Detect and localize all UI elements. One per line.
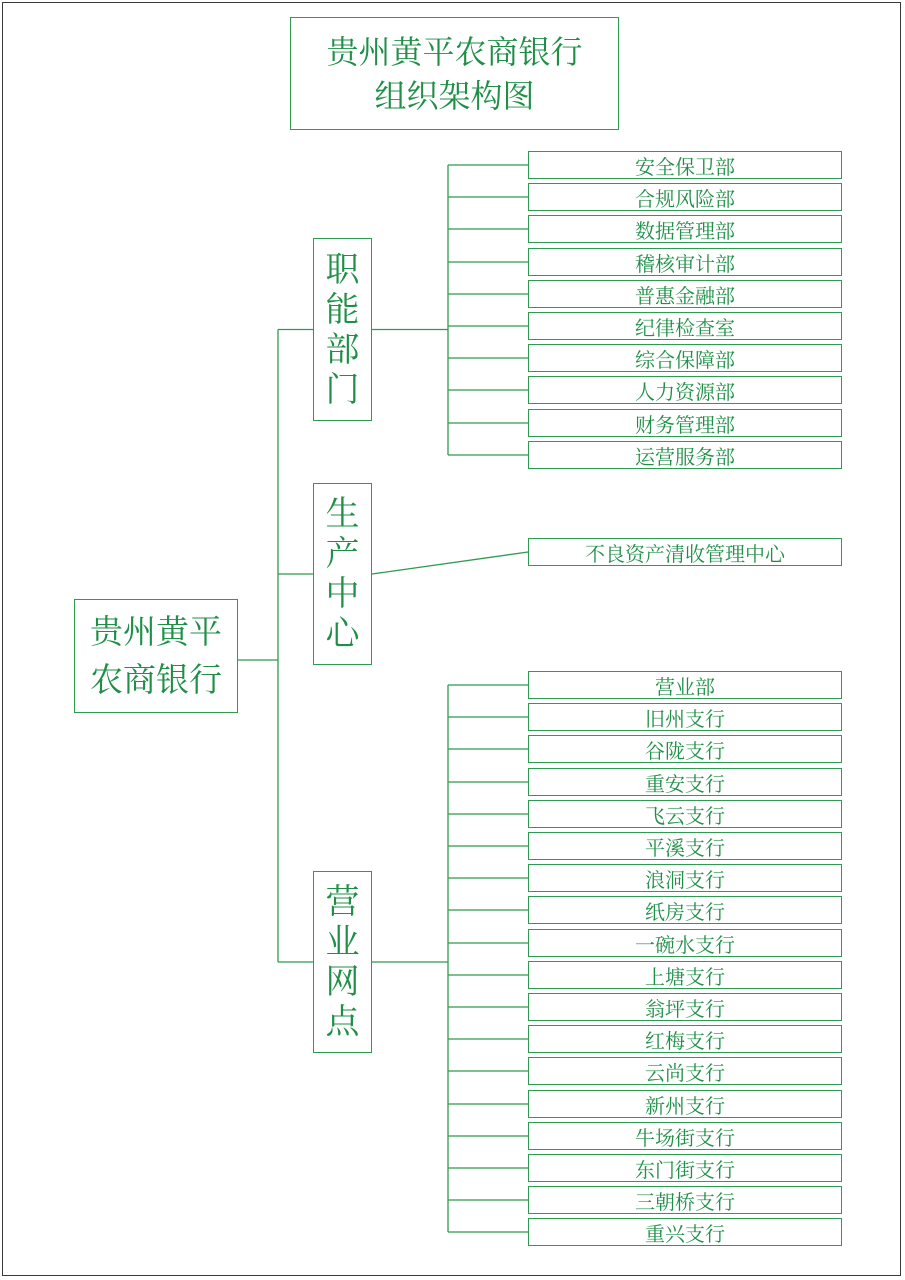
org-unit-box: 普惠金融部 xyxy=(528,280,842,308)
org-unit-box: 云尚支行 xyxy=(528,1057,842,1085)
root-line-1: 贵州黄平 xyxy=(90,612,222,651)
org-unit-box: 安全保卫部 xyxy=(528,151,842,179)
org-unit-box: 运营服务部 xyxy=(528,441,842,469)
org-unit-box: 东门街支行 xyxy=(528,1154,842,1182)
org-unit-box: 人力资源部 xyxy=(528,376,842,404)
org-unit-box: 重安支行 xyxy=(528,768,842,796)
org-unit-box: 翁坪支行 xyxy=(528,993,842,1021)
org-unit-box: 一碗水支行 xyxy=(528,929,842,957)
org-unit-box: 财务管理部 xyxy=(528,409,842,437)
org-unit-box: 旧州支行 xyxy=(528,703,842,731)
org-unit-box: 重兴支行 xyxy=(528,1218,842,1246)
category-char: 营 xyxy=(325,882,360,922)
org-unit-box: 平溪支行 xyxy=(528,832,842,860)
category-char: 网 xyxy=(325,962,360,1002)
org-unit-box: 营业部 xyxy=(528,671,842,699)
title-line-1: 贵州黄平农商银行 xyxy=(326,32,583,71)
title-line-2: 组织架构图 xyxy=(374,76,535,115)
org-unit-box: 综合保障部 xyxy=(528,344,842,372)
category-functional-departments xyxy=(313,238,372,421)
org-unit-box: 纪律检查室 xyxy=(528,312,842,340)
org-unit-box: 牛场街支行 xyxy=(528,1122,842,1150)
org-unit-box: 数据管理部 xyxy=(528,215,842,243)
org-unit-box: 浪洞支行 xyxy=(528,864,842,892)
org-unit-box: 上塘支行 xyxy=(528,961,842,989)
category-char: 门 xyxy=(325,369,360,410)
org-unit-box: 谷陇支行 xyxy=(528,735,842,763)
category-production-center xyxy=(313,483,372,665)
org-unit-box: 新州支行 xyxy=(528,1090,842,1118)
diagram-title xyxy=(290,17,619,130)
root-line-2: 农商银行 xyxy=(90,660,222,699)
category-char: 心 xyxy=(325,614,360,654)
org-unit-box: 红梅支行 xyxy=(528,1025,842,1053)
category-char: 部 xyxy=(325,329,360,370)
org-unit-box: 纸房支行 xyxy=(528,896,842,924)
org-unit-box: 飞云支行 xyxy=(528,800,842,828)
category-char: 生 xyxy=(325,494,360,534)
org-unit-box: 三朝桥支行 xyxy=(528,1186,842,1214)
category-char: 能 xyxy=(325,289,360,330)
category-char: 点 xyxy=(325,1002,360,1042)
org-unit-box: 合规风险部 xyxy=(528,183,842,211)
category-char: 业 xyxy=(325,922,360,962)
org-unit-box: 稽核审计部 xyxy=(528,248,842,276)
category-char: 中 xyxy=(325,574,360,614)
category-char: 产 xyxy=(325,534,360,574)
org-unit-box: 不良资产清收管理中心 xyxy=(528,538,842,566)
category-char: 职 xyxy=(325,249,360,290)
category-business-outlets xyxy=(313,871,372,1053)
root-node xyxy=(74,599,238,713)
